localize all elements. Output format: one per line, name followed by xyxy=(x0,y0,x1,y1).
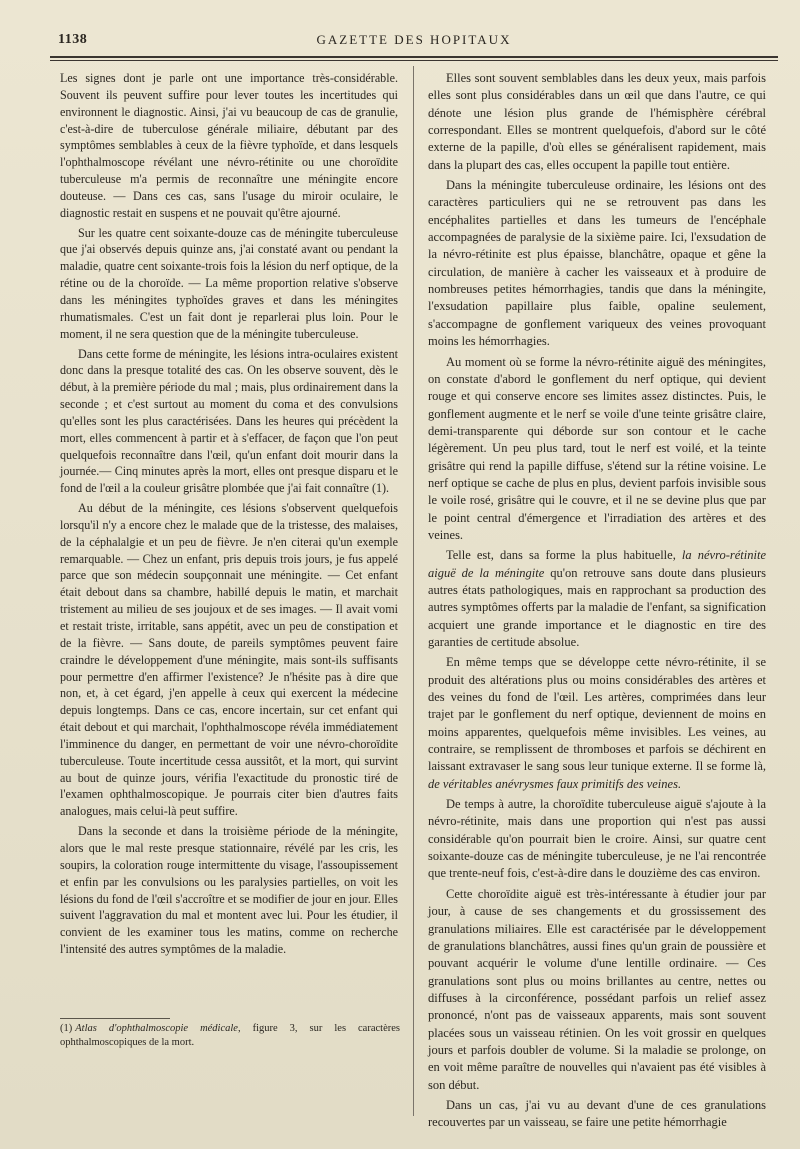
page-header xyxy=(58,30,770,52)
paragraph: Dans la méningite tuberculeuse ordinaire, les lésions ont des caractères particuliers qui ne se retrouvent pas dans les encéphalites partielles et dans les tumeurs de l'encéphale accompagnées de paralysie de la sixième paire. Ici, l'exsudation de la névro-rétinite est plus épaisse, blanchâtre, opaque et gêne la circulation, de manière à cacher les vaisseaux et à produire de nombreuses petites hémorrhagies, tandis que dans la méningite, l'exsudation papillaire plus faible, opaline seulement, s'accompagne de gonflement variqueux des veines provoquant moins les hémorrhagies. xyxy=(428,178,766,349)
paragraph: De temps à autre, la choroïdite tuberculeuse aiguë s'ajoute à la névro-rétinite, mais dans une proportion qui n'est pas aussi considérable qu'on pourrait bien le croire. Ainsi, sur quatre cent soixante-douze cas de méningite tuberculeuse, je ne l'ai rencontrée que trente-neuf fois, c'est-à-dire dans le douzième des cas environ. xyxy=(428,797,766,881)
italic-phrase: la névro-rétinite aiguë de la méningite xyxy=(428,548,766,580)
footnote-title: Atlas d'ophthalmoscopie médicale xyxy=(75,1023,238,1034)
page-number: 1138 xyxy=(58,32,88,47)
paragraph: Dans la seconde et dans la troisième période de la méningite, alors que le mal reste presque stationnaire, révélé par les cris, les soupirs, la coloration rouge intermittente du visage, l'assoupissement et enfin par les convulsions ou les paralysies partielles, on voit les lésions du fond de l'œil s'accroître et se modifier de jour en jour. Elles suivent l'aggravation du mal et montent avec lui. Pour les étudier, il convient de les examiner tous les matins, comme on recherche l'intensité des autres symptômes de la maladie. xyxy=(60,824,398,957)
text-run: Telle est, dans sa forme la plus habituelle, xyxy=(446,548,682,563)
paragraph: Cette choroïdite aiguë est très-intéressante à étudier jour par jour, à cause de ses changements et du grossissement des granulations miliaires. Elle est caractérisée par le développement de granulations blanchâtres, aussi fines qu'un grain de poussière et pouvant acquérir le volume d'une lentille ordinaire. — Ces granulations sont plus ou moins brillantes au centre, nettes ou diffuses à la circonférence, possédant parfois un relief assez prononcé, n'ont pas de vaisseaux apparents, mais sont souvent placées sous un vaisseau rétinien. On les voit grossir en quelques jours et parfois doubler de volume. Si la maladie se prolonge, on en voit même paraître de nouvelles qui n'avaient pas été visibles à son début. xyxy=(428,886,766,1092)
text-run: qu'on retrouve sans doute dans plusieurs autres états pathologiques, mais en rapprochant sa production des autres symptômes offerts par la maladie de l'enfant, sa signification acquiert une grande importance et le diagnostic en tire des garanties de certitude absolue. xyxy=(428,565,766,649)
header-rule-thin xyxy=(50,60,778,61)
journal-title: GAZETTE DES HOPITAUX xyxy=(316,32,512,47)
paragraph: Dans cette forme de méningite, les lésions intra-oculaires existent donc dans la presque totalité des cas. On les observe souvent, dès le début, à la première période du mal ; mais, plus ordinairement dans la seconde ; et c'est surtout au moment du coma et des convulsions qu'elles sont les plus caractérisées. Dans les heures qui précèdent la mort, elles commencent à partir et à s'effacer, de façon que l'on peut quelquefois reconnaître dans l'œil, qu'un enfant doit mourir dans la journée.— Cinq minutes après la mort, elles ont presque disparu et le fond de l'œil a la couleur grisâtre plombée que j'ai fait connaître (1). xyxy=(60,346,398,496)
paragraph: Elles sont souvent semblables dans les deux yeux, mais parfois elles sont plus considérables dans un œil que dans l'autre, ce qui dénote une lésion plus grande de l'hémisphère cérébral correspondant. Elles se montrent quelquefois, d'abord sur le côté externe de la papille, d'où elles se généralisent rapidement, mais dans la plupart des cas, elles occupent la papille tout entière. xyxy=(428,71,766,172)
paragraph: Sur les quatre cent soixante-douze cas de méningite tuberculeuse que j'ai observés depuis quinze ans, j'ai constaté avant ou pendant la maladie, quatre cent soixante-trois fois la lésion du nerf optique, de la rétine ou de la choroïde. — La même proportion relative s'observe dans les méningites typhoïdes graves et dans les méningites rhumatismales. C'est un fait dont je reparlerai plus loin. Pour le moment, il ne sera question que de la méningite tuberculeuse. xyxy=(60,225,398,341)
header-rule xyxy=(50,56,778,58)
left-column xyxy=(60,70,398,961)
footnote-rule xyxy=(60,1018,170,1019)
paragraph xyxy=(428,654,766,793)
footnote-mark: (1) xyxy=(60,1023,73,1034)
footnote-text: , figure 3, sur les caractères ophthalmoscopiques de la mort. xyxy=(60,1023,400,1048)
paragraph xyxy=(428,547,766,651)
column-divider xyxy=(413,66,414,1116)
paragraph: Au moment où se forme la névro-rétinite aiguë des méningites, on constate d'abord le gonflement du nerf optique, qui devient rouge et qui conserve encore ses limites assez distinctes. Puis, le gonflement augmente et le nerf se voile d'une teinte grisâtre claire, demi-transparente qui déborde sur son contour et le cache légèrement. Un peu plus tard, tout le nerf est voilé, et la teinte grisâtre qui rend la papille diffuse, s'étend sur la rétine voisine. Le nerf optique se cache de plus en plus, devient parfois invisible sous le voile rosé, grisâtre qui le couvre, et il ne se devine plus que par le point central d'émergence et l'irradiation des artères et des veines. xyxy=(428,354,766,542)
footnote xyxy=(60,1022,400,1050)
text-run: En même temps que se développe cette névro-rétinite, il se produit des altérations plus ou moins considérables des artères et des veines du fond de l'œil. Les artères, comprimées dans leur trajet par le gonflement du nerf optique, deviennent de moins en moins apparentes, quelquefois même invisibles. Les veines, au contraire, se remplissent de thromboses et parfois se déchirent en laissant extravaser le sang sous leur tunique externe. Il se forme là, xyxy=(428,655,766,774)
right-column xyxy=(428,70,766,1135)
paragraph: Au début de la méningite, ces lésions s'observent quelquefois lorsqu'il n'y a encore chez le malade que de la tristesse, des malaises, de la céphalalgie et un peu de fièvre. Je n'en citerai qu'un exemple remarquable. — Chez un enfant, pris depuis trois jours, je fus appelé parce que son médecin soupçonnait une méningite. — Cet enfant était debout dans sa chambre, habillé depuis le matin, et marchait tristement au milieu de ses joujoux et de ses images. — Il avait vomi et restait triste, irritable, sans appétit, avec un peu de constipation et de la fièvre. — Sans doute, de pareils symptômes peuvent faire craindre le développement d'une méningite, mais sont-ils suffisants pour permettre d'en affirmer l'existence? Je n'hésite pas à dire que non, et, à cet égard, j'en appelle à ceux qui exercent la médecine depuis longtemps. Dans ce cas, encore incertain, sur cet enfant qui était debout et qui marchait, l'ophthalmoscope révéla immédiatement l'imminence du danger, en permettant de voir une névro-choroïdite tuberculeuse. Toute incertitude cessa aussitôt, et la mort, qui survint au bout de quinze jours, vérifia l'exactitude du pronostic tiré de l'examen ophthalmoscopique. Je pourrais citer bien d'autres faits analogues, mais celui-là peut suffire. xyxy=(60,501,398,819)
italic-phrase: de véritables anévrysmes faux primitifs des veines. xyxy=(428,776,682,791)
paragraph: Les signes dont je parle ont une importance très-considérable. Souvent ils peuvent suffire pour lever toutes les incertitudes qui environnent le diagnostic. Ainsi, j'ai vu beaucoup de cas de granulie, c'est-à-dire de tuberculose générale miliaire, débutant par des symptômes semblables à ceux de la fièvre typhoïde, et dans lesquels l'ophthalmoscope révélant une névro-rétinite ou une choroïdite tuberculeuse m'a permis de reconnaître une méningite encore douteuse. — Dans ces cas, sans l'usage du miroir oculaire, le diagnostic restait en suspens et ne pouvait qu'être ajourné. xyxy=(60,71,398,220)
paragraph: Dans un cas, j'ai vu au devant d'une de ces granulations recouvertes par un vaisseau, se faire une petite hémorrhagie xyxy=(428,1097,766,1130)
